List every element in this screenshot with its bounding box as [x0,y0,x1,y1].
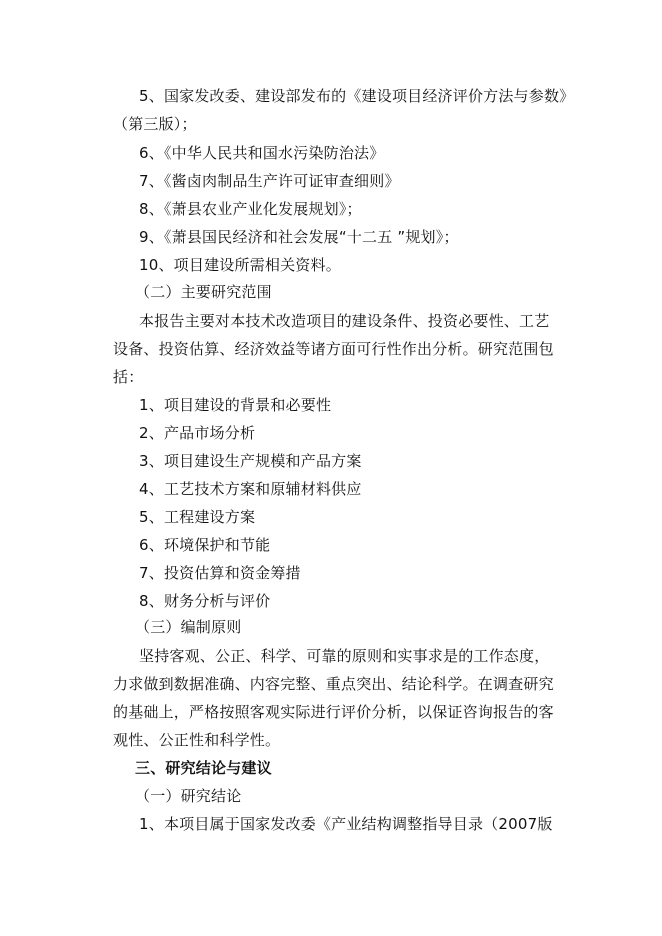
scope-item-2: 2、产品市场分析 [139,424,256,442]
conclusions-sub-heading: （一）研究结论 [135,787,242,805]
reference-item-8: 8、《萧县农业产业化发展规划》； [139,200,362,218]
reference-item-7: 7、《酱卤肉制品生产许可证审查细则》 [139,172,400,190]
scope-item-1: 1、项目建设的背景和必要性 [139,396,332,414]
reference-item-10: 10、项目建设所需相关资料。 [139,256,341,274]
principles-line-4: 观性、公正性和科学性。 [113,731,281,749]
reference-item-5-line-2: （第三版）； [113,115,197,133]
scope-item-8: 8、财务分析与评价 [139,592,271,610]
scope-intro-line-1: 本报告主要对本技术改造项目的建设条件、投资必要性、工艺 [139,312,550,330]
scope-item-5: 5、工程建设方案 [139,508,256,526]
principles-line-2: 力求做到数据准确、内容完整、重点突出、结论科学。在调查研究 [113,675,554,693]
scope-item-4: 4、工艺技术方案和原辅材料供应 [139,480,362,498]
reference-item-9: 9、《萧县国民经济和社会发展“十二五 ”规划》； [139,228,459,246]
reference-item-6: 6、《中华人民共和国水污染防治法》 [139,144,385,162]
scope-heading: （二）主要研究范围 [135,283,272,301]
principles-line-1: 坚持客观、公正、科学、可靠的原则和实事求是的工作态度， [139,647,550,665]
scope-intro-line-2: 设备、投资估算、经济效益等诸方面可行性作出分析。研究范围包 [113,340,554,358]
scope-item-7: 7、投资估算和资金筹措 [139,564,301,582]
conclusions-item-1-line-1: 1、本项目属于国家发改委《产业结构调整指导目录（2007版 [139,815,553,833]
scope-intro-line-3: 括： [113,368,144,386]
scope-item-3: 3、项目建设生产规模和产品方案 [139,452,362,470]
conclusions-section-heading: 三、研究结论与建议 [135,759,272,777]
principles-heading: （三）编制原则 [135,618,242,636]
reference-item-5-line-1: 5、国家发改委、建设部发布的《建设项目经济评价方法与参数》 [139,87,575,105]
scope-item-6: 6、环境保护和节能 [139,536,271,554]
principles-line-3: 的基础上，严格按照客观实际进行评价分析，以保证咨询报告的客 [113,703,554,721]
